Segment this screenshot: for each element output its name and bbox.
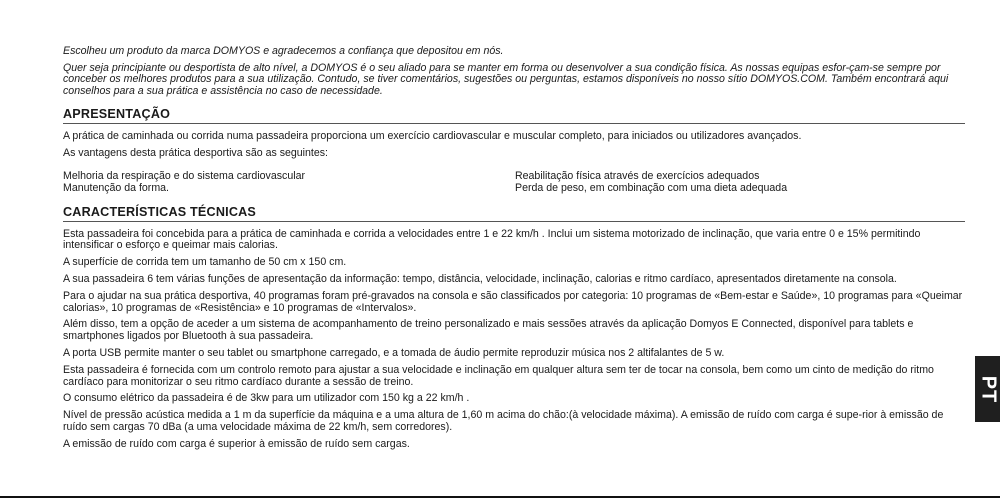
manual-page — [63, 46, 965, 456]
intro-section — [63, 46, 965, 97]
spec-paragraph: O consumo elétrico da passadeira é de 3kw para um utilizador com 150 kg a 22 km/h . — [63, 392, 470, 405]
spec-paragraph: A superfície de corrida tem um tamanho de 50 cm x 150 cm. — [63, 256, 347, 269]
spec-paragraph: Esta passadeira é fornecida com um controlo remoto para ajustar a sua velocidade e inclinação em qualquer altura sem ter de tocar na consola, bem como um cinto de medição do ritmo cardíaco para monitorizar o seu ritmo cardíaco durante a sessão de treino. — [63, 363, 934, 388]
spec-paragraph: Para o ajudar na sua prática desportiva, 40 programas foram pré-gravados na consola e são classificados por categoria: 10 programas de «Bem-estar e Saúde», 10 programas para «Queimar calorias», 10 programas de «Resistência» e 10 programas de «Intervalos». — [63, 289, 963, 314]
intro-paragraph-1: Escolheu um produto da marca DOMYOS e agradecemos a confiança que depositou em nós. — [63, 45, 504, 57]
advantage-item: Reabilitação física através de exercícios adequados — [515, 169, 760, 182]
advantage-item: Perda de peso, em combinação com uma dieta adequada — [515, 182, 788, 195]
apresentacao-section — [63, 131, 965, 194]
advantage-item: Manutenção da forma. — [63, 182, 169, 195]
language-tab-label: PT — [977, 375, 999, 403]
spec-paragraph: A porta USB permite manter o seu tablet ou smartphone carregado, e a tomada de áudio permite reproduzir música nos 2 altifalantes de 5 w. — [63, 346, 725, 359]
bottom-rule — [0, 496, 1000, 498]
language-tab — [975, 356, 1000, 422]
caracteristicas-heading: CARACTERÍSTICAS TÉCNICAS — [63, 205, 965, 222]
apresentacao-heading: APRESENTAÇÃO — [63, 107, 965, 124]
apresentacao-paragraph-1: A prática de caminhada ou corrida numa passadeira proporciona um exercício cardiovascular e muscular completo, para iniciados ou utilizadores avançados. — [63, 130, 802, 143]
spec-paragraph: A sua passadeira 6 tem várias funções de apresentação da informação: tempo, distância, velocidade, inclinação, calorias e ritmo cardíaco, apresentados diretamente na consola. — [63, 272, 897, 285]
spec-paragraph: Nível de pressão acústica medida a 1 m da superfície da máquina e a uma altura de 1,60 m acima do chão:(à velocidade máxima). A emissão de ruído com carga é supe-rior à emissão de ruído sem cargas 70 dBa (a uma velocidade máxima de 22 km/h, sem corredores). — [63, 409, 944, 433]
intro-paragraph-2: Quer seja principiante ou desportista de alto nível, a DOMYOS é o seu aliado para se manter em forma ou desenvolver a sua condição física. As nossas equipas esfor-çam-se sempre por conceber os melhores produtos para a sua utilização. Contudo, se tiver comentários, sugestões ou perguntas, estamos disponíveis no nosso sítio DOMYOS.COM. Também encontrará aqui conselhos para a sua prática e assistência no caso de necessidade. — [63, 61, 949, 97]
apresentacao-paragraph-2: As vantagens desta prática desportiva são as seguintes: — [63, 147, 329, 160]
caracteristicas-section — [63, 229, 965, 451]
advantage-item: Melhoria da respiração e do sistema cardiovascular — [63, 169, 306, 182]
advantages-list — [63, 170, 965, 195]
spec-paragraph: Esta passadeira foi concebida para a prática de caminhada e corrida a velocidades entre 1 e 22 km/h . Inclui um sistema motorizado de inclinação, que varia entre 0 e 15% permitindo intensificar o esforço e queimar mais calorias. — [63, 227, 921, 252]
spec-paragraph: Além disso, tem a opção de aceder a um sistema de acompanhamento de treino personalizado e mais sessões através da aplicação Domyos E Connected, disponível para tablets e smartphones ligados por Bluetooth à sua passadeira. — [63, 318, 914, 343]
spec-paragraph: A emissão de ruído com carga é superior à emissão de ruído sem cargas. — [63, 437, 410, 450]
